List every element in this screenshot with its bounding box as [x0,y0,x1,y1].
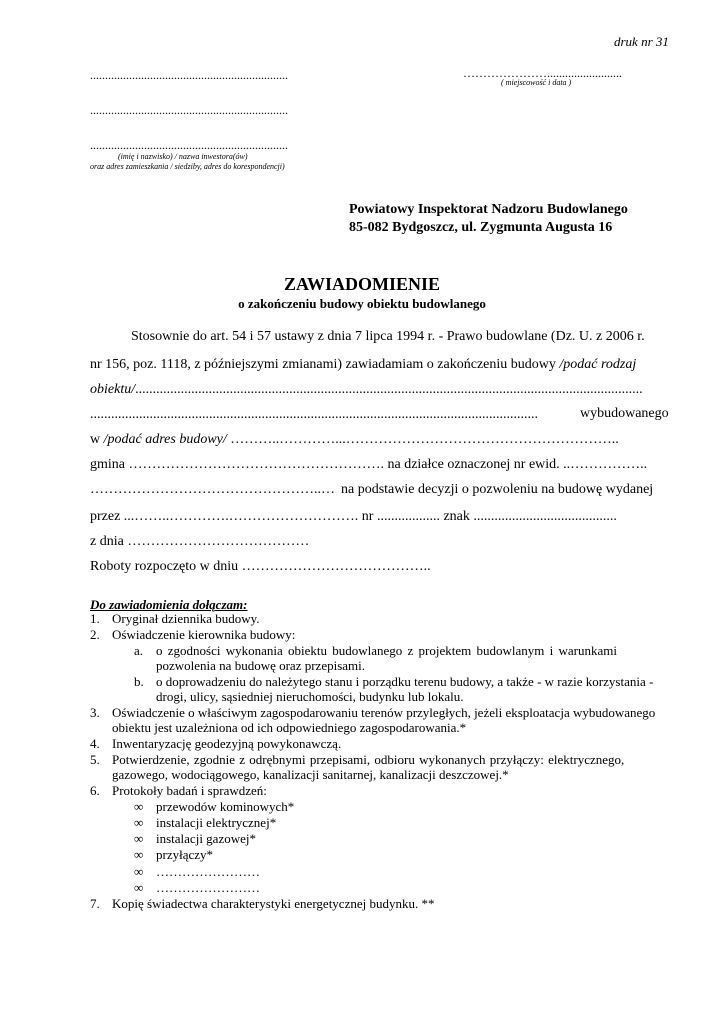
investor-line-2: .................................................................. [90,103,288,117]
attachment-7-number: 7. [90,896,100,911]
attachment-3-number: 3. [90,705,100,720]
body-line-7-dots: …………………………………………..… [90,482,335,497]
attachment-3-line-1: Oświadczenie o właściwym zagospodarowaniu terenów przyległych, jeżeli eksploatacja wybudowanego [112,705,656,720]
body-line-2: nr 156, poz. 1118, z późniejszymi zmianami) zawiadamiam o zakończeniu budowy /podać rodzaj [90,357,637,372]
attachment-1: Oryginał dziennika budowy. [112,611,260,626]
attachment-2: Oświadczenie kierownika budowy: [112,627,296,642]
attachment-6-sub-3: instalacji gazowej* [156,831,256,846]
body-line-1: Stosownie do art. 54 i 57 ustawy z dnia 7 lipca 1994 r. - Prawo budowlane (Dz. U. z 2006 r. [131,329,645,344]
investor-caption-2: oraz adres zamieszkania / siedziby, adres do korespondencji) [90,162,285,171]
attachment-2-number: 2. [90,627,100,642]
infinity-bullet-icon: ∞ [134,799,144,814]
recipient-line-1: Powiatowy Inspektorat Nadzoru Budowlanego [349,202,628,217]
attachment-2b-number: b. [134,674,144,689]
place-date-line: …………………......................... [463,66,622,80]
attachment-1-number: 1. [90,611,100,626]
attachment-2a-line-2: pozwolenia na budowę oraz przepisami. [156,658,366,673]
attachment-2a-line-1: o zgodności wykonania obiektu budowlanego z projektem budowlanym i warunkami [156,643,617,658]
body-line-6: gmina ………………………………………………. na działce oznaczonej nr ewid. ..…………….. [90,457,648,472]
attachments-heading: Do zawiadomienia dołączam: [90,597,248,612]
attachment-2b-line-1: o doprowadzeniu do należytego stanu i porządku terenu budowy, a także - w razie korzystania - [156,674,654,689]
attachment-4-number: 4. [90,736,100,751]
attachment-6-sub-6: …………………… [156,880,260,895]
attachment-4: Inwentaryzację geodezyjną powykonawczą. [112,736,342,751]
infinity-bullet-icon: ∞ [134,864,144,879]
attachment-3-line-2: obiektu jest uzależniona od ich odpowiedniego zagospodarowania.* [112,720,467,735]
body-line-7-text: na podstawie decyzji o pozwoleniu na budowę wydanej [341,482,654,497]
attachment-5-line-2: gazowego, wodociągowego, kanalizacji sanitarnej, kanalizacji deszczowej.* [112,767,509,782]
recipient-line-2: 85-082 Bydgoszcz, ul. Zygmunta Augusta 16 [349,220,613,235]
attachment-5-line-1: Potwierdzenie, zgodnie z odrębnymi przepisami, odbioru wykonanych przyłączy: elektrycznego, [112,752,625,767]
body-line-4-word: wybudowanego [580,406,669,421]
investor-line-1: .................................................................. [90,68,288,82]
attachment-2a-number: a. [134,643,144,658]
body-line-3: obiektu/................................................................................................................................................. [90,382,643,397]
infinity-bullet-icon: ∞ [134,880,144,895]
body-line-9: z dnia ………………………………… [90,534,310,549]
attachment-6: Protokoły badań i sprawdzeń: [112,783,267,798]
infinity-bullet-icon: ∞ [134,831,144,846]
attachment-2b-line-2: drogi, ulicy, sąsiedniej nieruchomości, budynku lub lokalu. [156,689,464,704]
investor-line-3: .................................................................. [90,138,288,152]
infinity-bullet-icon: ∞ [134,815,144,830]
investor-caption-1: (imię i nazwisko) / nazwa inwestora(ów) [118,152,248,161]
body-line-10: Roboty rozpoczęto w dniu ………………………………….. [90,559,431,574]
attachment-6-sub-5: …………………… [156,864,260,879]
attachment-5-number: 5. [90,752,100,767]
body-line-4-dots: ................................................................................................................................ [90,407,538,422]
document-subtitle: o zakończeniu budowy obiektu budowlanego [238,296,486,311]
attachment-6-sub-1: przewodów kominowych* [156,799,295,814]
document-title: ZAWIADOMIENIE [283,274,441,294]
attachment-7: Kopię świadectwa charakterystyki energetycznej budynku. ** [112,896,435,911]
attachment-6-sub-4: przyłączy* [156,847,214,862]
attachment-6-sub-2: instalacji elektrycznej* [156,815,277,830]
body-line-8: przez ...……..………….………………………. nr .................. znak ......................................... [90,509,617,524]
attachment-6-number: 6. [90,783,100,798]
place-date-caption: ( miejscowość i data ) [501,78,572,87]
body-line-5: w /podać adres budowy/ ………..…………...………………………………………………….. [90,432,619,447]
print-number: druk nr 31 [614,34,669,49]
infinity-bullet-icon: ∞ [134,847,144,862]
